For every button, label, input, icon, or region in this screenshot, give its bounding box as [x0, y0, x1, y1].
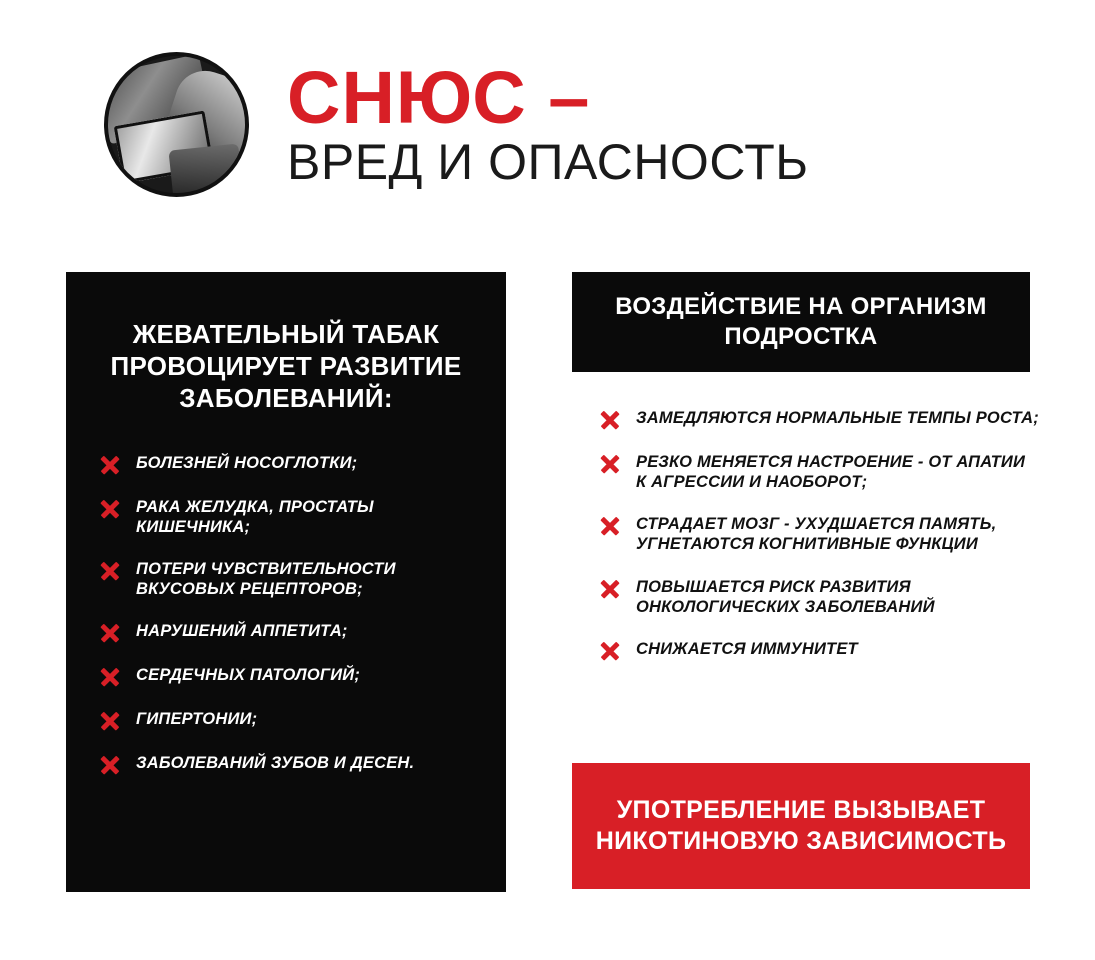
list-item: [100, 621, 472, 643]
cross-icon: [600, 641, 620, 661]
list-item-label: РАКА ЖЕЛУДКА, ПРОСТАТЫ КИШЕЧНИКА;: [136, 497, 374, 536]
list-item-label: ПОТЕРИ ЧУВСТВИТЕЛЬНОСТИ ВКУСОВЫХ РЕЦЕПТОРОВ;: [136, 559, 396, 599]
cross-icon: [100, 561, 120, 581]
list-item: [100, 709, 472, 731]
left-panel: [66, 272, 506, 892]
list-item: [100, 753, 472, 775]
cross-icon: [100, 755, 120, 775]
left-panel-list: [100, 453, 472, 776]
snus-can-photo-icon: [104, 52, 249, 197]
cross-icon: [100, 623, 120, 643]
header-text-block: [287, 56, 809, 190]
list-item-label: СТРАДАЕТ МОЗГ - УХУДШАЕТСЯ ПАМЯТЬ, УГНЕТАЮТСЯ КОГНИТИВНЫЕ ФУНКЦИИ: [636, 515, 997, 554]
list-item: [600, 514, 1040, 554]
list-item-label: ЗАБОЛЕВАНИЙ ЗУБОВ И ДЕСЕН.: [136, 754, 415, 773]
list-item-label: ЗАМЕДЛЯЮТСЯ НОРМАЛЬНЫЕ ТЕМПЫ РОСТА;: [636, 409, 1039, 427]
cross-icon: [600, 410, 620, 430]
list-item: [100, 665, 472, 687]
list-item-label: ПОВЫШАЕТСЯ РИСК РАЗВИТИЯ ОНКОЛОГИЧЕСКИХ ЗАБОЛЕВАНИЙ: [636, 577, 935, 616]
logo-shape-d: [168, 143, 243, 197]
right-panel-header: [572, 272, 1030, 372]
cross-icon: [600, 454, 620, 474]
list-item: [600, 577, 1040, 617]
poster-header: [104, 52, 809, 197]
list-item: [600, 452, 1040, 492]
list-item: [600, 408, 1040, 430]
page-subtitle: ВРЕД И ОПАСНОСТЬ: [287, 133, 809, 190]
list-item-label: СЕРДЕЧНЫХ ПАТОЛОГИЙ;: [136, 666, 361, 685]
list-item-label: ГИПЕРТОНИИ;: [136, 710, 258, 729]
right-panel-list: [600, 408, 1040, 683]
list-item: [600, 639, 1040, 661]
list-item-label: БОЛЕЗНЕЙ НОСОГЛОТКИ;: [136, 453, 358, 472]
cross-icon: [100, 711, 120, 731]
warning-banner: [572, 763, 1030, 889]
list-item-label: РЕЗКО МЕНЯЕТСЯ НАСТРОЕНИЕ - ОТ АПАТИИ К АГРЕССИИ И НАОБОРОТ;: [636, 453, 1026, 492]
list-item: [100, 559, 472, 599]
page-title: СНЮС –: [287, 56, 591, 140]
cross-icon: [100, 499, 120, 519]
right-panel-heading: ВОЗДЕЙСТВИЕ НА ОРГАНИЗМ ПОДРОСТКА: [615, 293, 987, 350]
list-item-label: НАРУШЕНИЙ АППЕТИТА;: [136, 622, 348, 641]
list-item: [100, 497, 472, 537]
warning-banner-text: УПОТРЕБЛЕНИЕ ВЫЗЫВАЕТ НИКОТИНОВУЮ ЗАВИСИМОСТЬ: [595, 796, 1007, 855]
list-item-label: СНИЖАЕТСЯ ИММУНИТЕТ: [636, 639, 858, 658]
left-panel-heading: ЖЕВАТЕЛЬНЫЙ ТАБАК ПРОВОЦИРУЕТ РАЗВИТИЕ ЗАБОЛЕВАНИЙ:: [110, 319, 462, 414]
cross-icon: [100, 455, 120, 475]
cross-icon: [600, 579, 620, 599]
list-item: [100, 453, 472, 475]
cross-icon: [100, 667, 120, 687]
cross-icon: [600, 516, 620, 536]
